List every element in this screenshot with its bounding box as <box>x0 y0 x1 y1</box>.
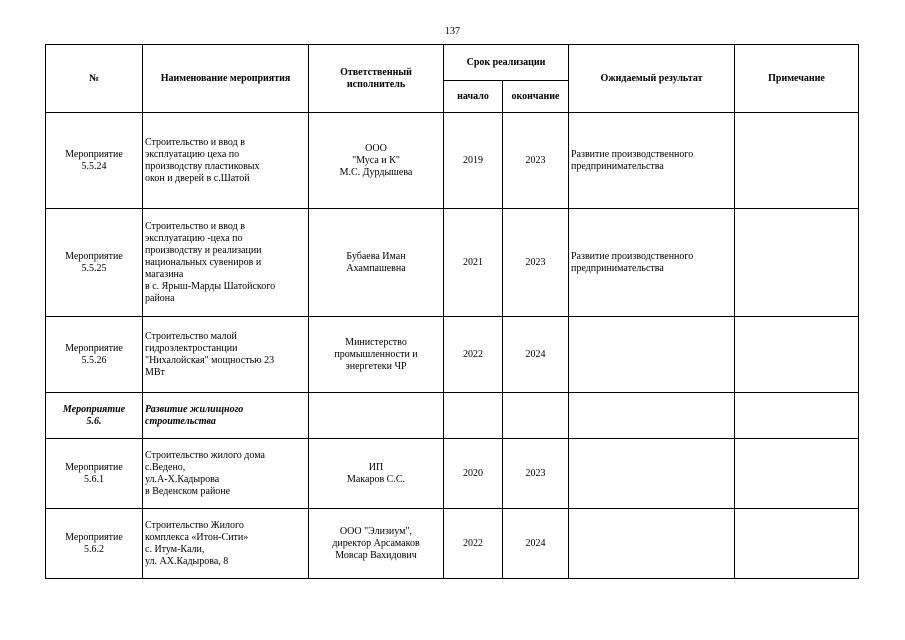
table-row <box>46 317 859 393</box>
row-end: 2023 <box>503 209 569 317</box>
row-responsible: Бубаева Иман Ахампашевна <box>309 209 444 317</box>
row-result <box>569 317 735 393</box>
table-row <box>46 209 859 317</box>
header-number: № <box>46 45 143 113</box>
row-result: Развитие производственного предпринимательства <box>569 113 735 209</box>
row-start <box>444 393 503 439</box>
row-responsible: Министерство промышленности и энергетеки ЧР <box>309 317 444 393</box>
row-responsible <box>309 393 444 439</box>
row-number: Мероприятие 5.5.26 <box>46 317 143 393</box>
row-note <box>735 439 859 509</box>
row-responsible: ООО "Муса и К" М.С. Дурдышева <box>309 113 444 209</box>
row-result <box>569 509 735 579</box>
row-result <box>569 439 735 509</box>
row-name: Строительство малой гидроэлектростанции "Нихалойская" мощностью 23 МВт <box>143 317 309 393</box>
table-row <box>46 509 859 579</box>
header-name: Наименование мероприятия <box>143 45 309 113</box>
row-name: Строительство и ввод в эксплуатацию -цеха по производству и реализации национальных сувениров и магазина в с. Ярыш-Марды Шатойского района <box>143 209 309 317</box>
row-note <box>735 113 859 209</box>
section-number: Мероприятие 5.6. <box>46 393 143 439</box>
row-end: 2023 <box>503 439 569 509</box>
section-name: Развитие жилищного строительства <box>143 393 309 439</box>
row-start: 2022 <box>444 317 503 393</box>
row-number: Мероприятие 5.6.1 <box>46 439 143 509</box>
row-start: 2020 <box>444 439 503 509</box>
header-responsible: Ответственный исполнитель <box>309 45 444 113</box>
row-responsible: ИП Макаров С.С. <box>309 439 444 509</box>
row-number: Мероприятие 5.5.25 <box>46 209 143 317</box>
header-period: Срок реализации <box>444 45 569 81</box>
row-name: Строительство жилого дома с.Ведено, ул.А-Х.Кадырова в Веденском районе <box>143 439 309 509</box>
row-start: 2021 <box>444 209 503 317</box>
row-end: 2024 <box>503 509 569 579</box>
row-name: Строительство Жилого комплекса «Итон-Сити» с. Итум-Кали, ул. АХ.Кадырова, 8 <box>143 509 309 579</box>
row-note <box>735 393 859 439</box>
header-note: Примечание <box>735 45 859 113</box>
row-note <box>735 509 859 579</box>
row-name: Строительство и ввод в эксплуатацию цеха по производству пластиковых окон и дверей в с.Шатой <box>143 113 309 209</box>
header-end: окончание <box>503 81 569 113</box>
header-start: начало <box>444 81 503 113</box>
row-result <box>569 393 735 439</box>
row-end: 2023 <box>503 113 569 209</box>
header-result: Ожидаемый результат <box>569 45 735 113</box>
row-start: 2019 <box>444 113 503 209</box>
page-number: 137 <box>445 26 460 37</box>
table-row <box>46 439 859 509</box>
table-row <box>46 113 859 209</box>
row-result: Развитие производственного предпринимательства <box>569 209 735 317</box>
row-number: Мероприятие 5.6.2 <box>46 509 143 579</box>
row-number: Мероприятие 5.5.24 <box>46 113 143 209</box>
row-note <box>735 209 859 317</box>
row-end: 2024 <box>503 317 569 393</box>
section-row <box>46 393 859 439</box>
row-note <box>735 317 859 393</box>
row-responsible: ООО "Элизиум", директор Арсамаков Мовсар Вахидович <box>309 509 444 579</box>
row-end <box>503 393 569 439</box>
events-table <box>45 44 859 579</box>
row-start: 2022 <box>444 509 503 579</box>
